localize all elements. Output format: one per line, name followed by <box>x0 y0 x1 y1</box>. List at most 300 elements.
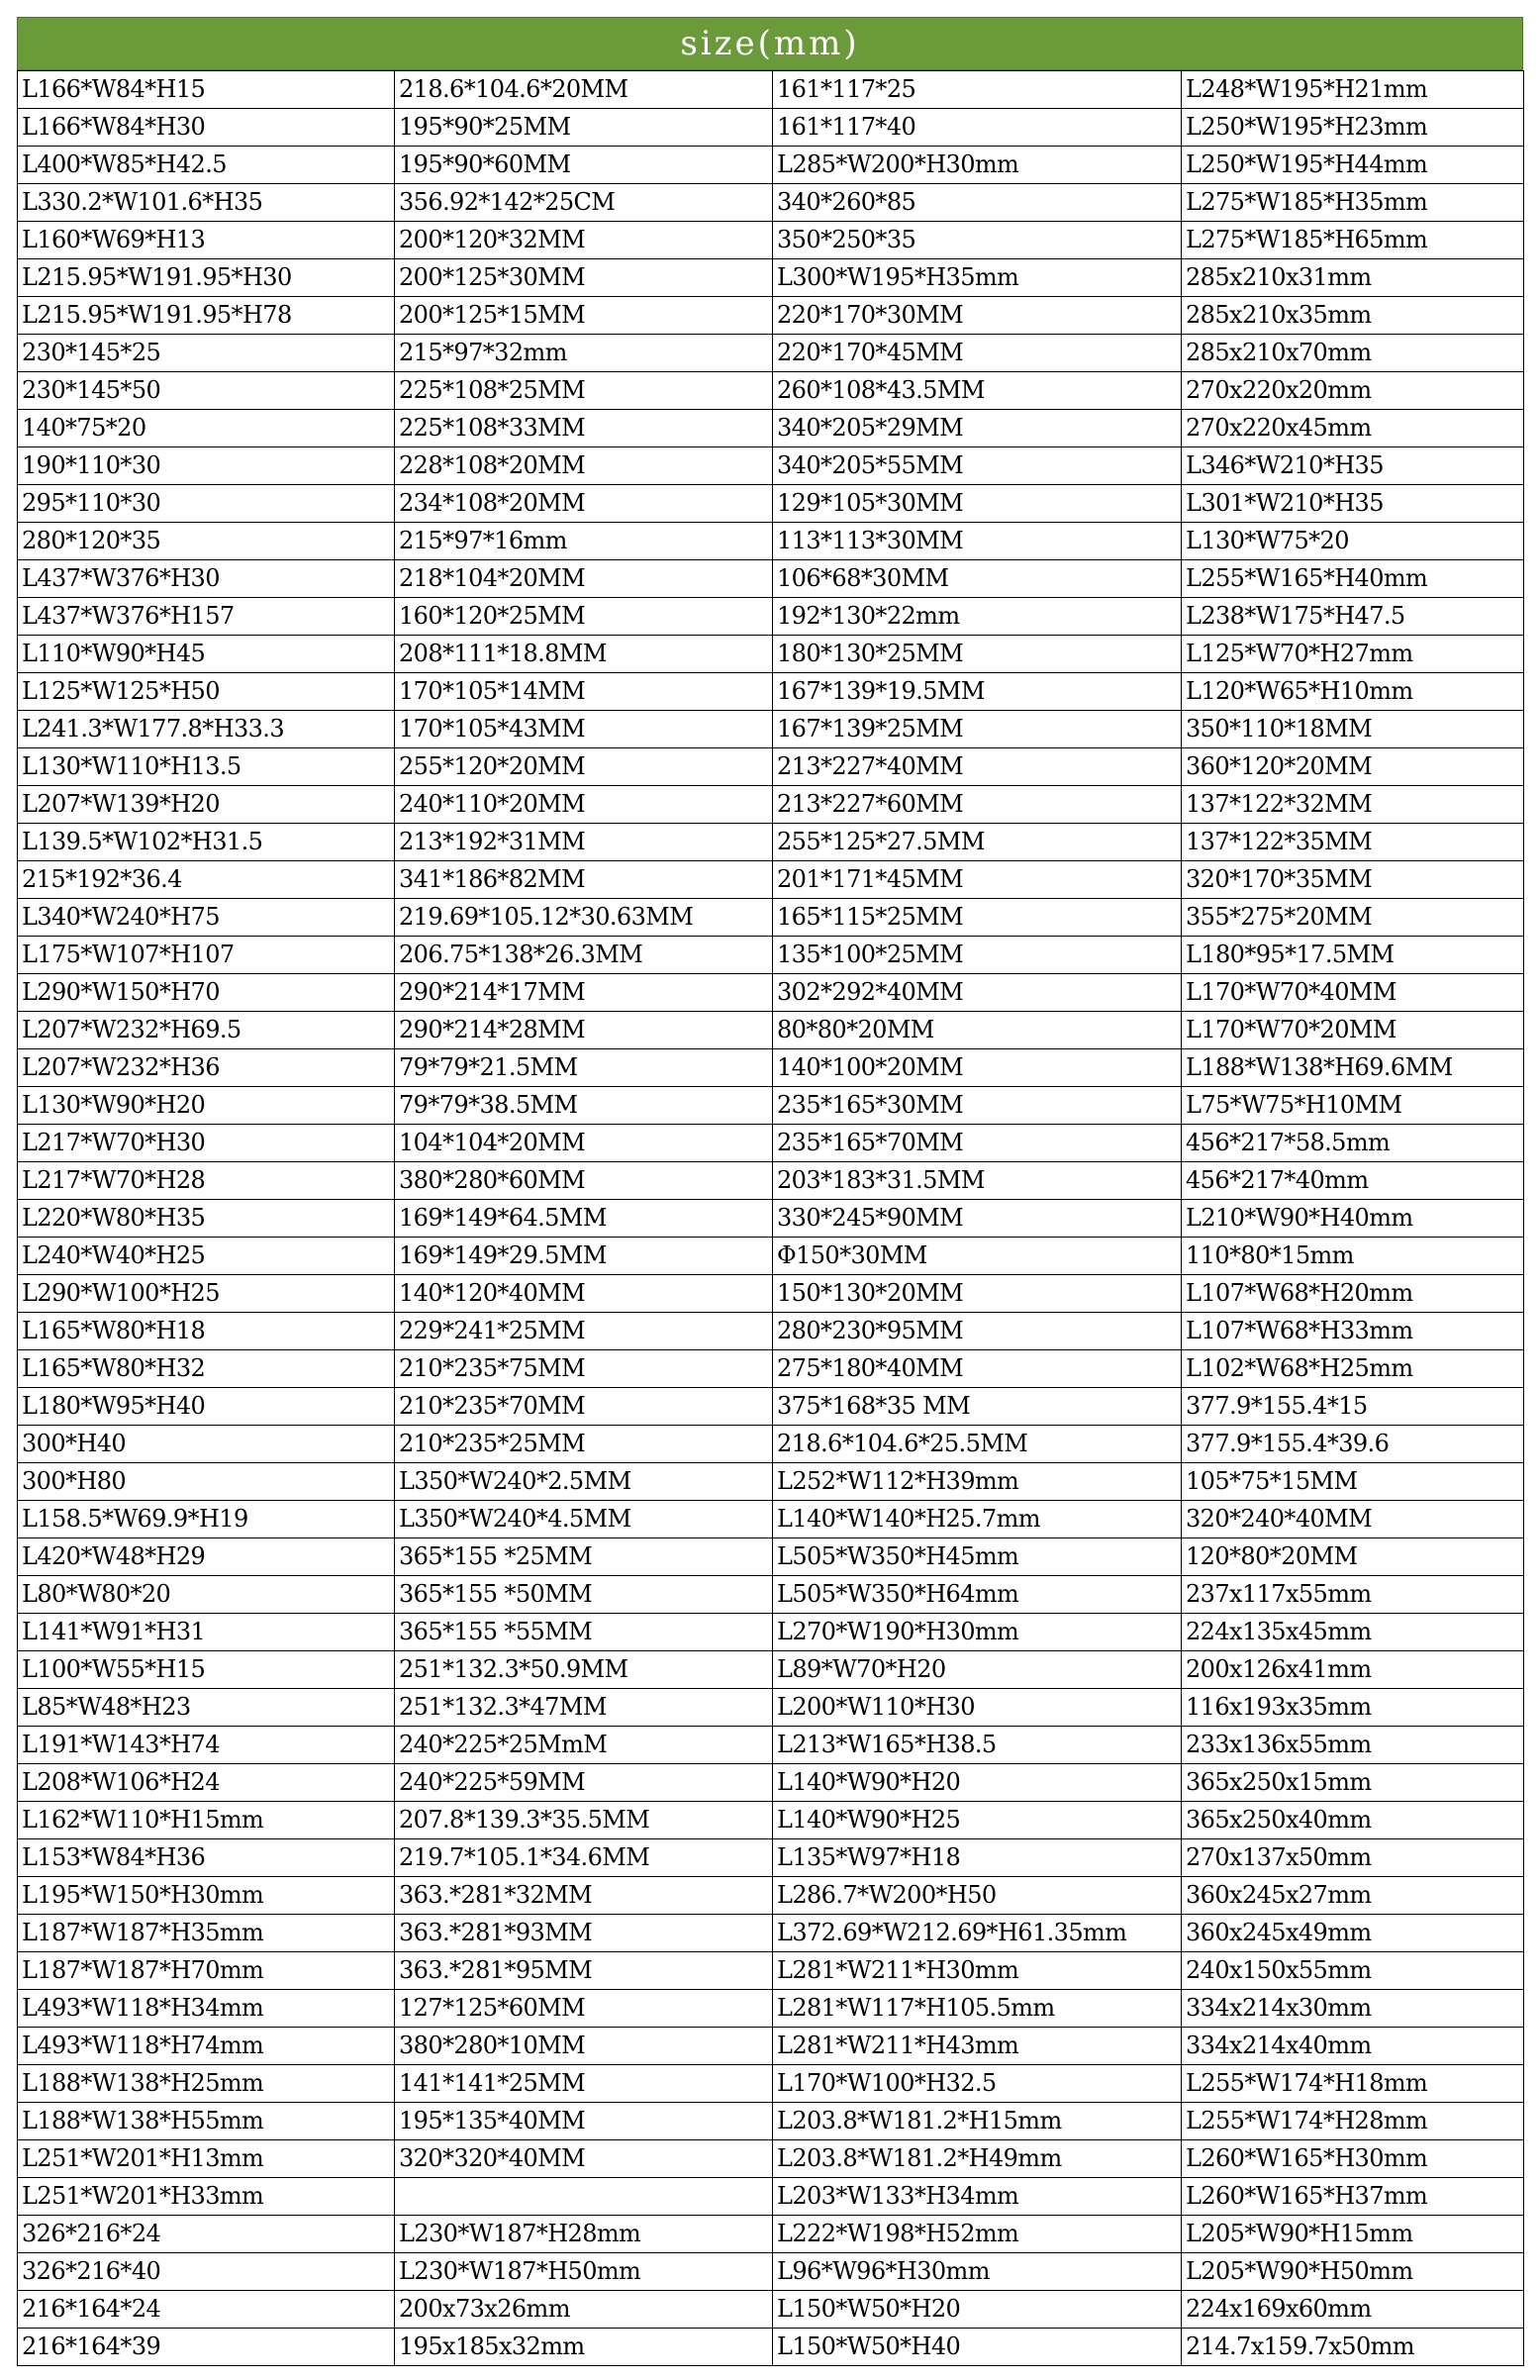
size-cell-col4: L170*W70*20MM <box>1182 1012 1524 1049</box>
table-row <box>18 1915 1524 1952</box>
size-cell-col3: L203.8*W181.2*H49mm <box>773 2140 1182 2178</box>
size-cell-col2: 380*280*10MM <box>395 2028 773 2065</box>
size-cell-col2: 240*225*59MM <box>395 1764 773 1802</box>
size-cell-col1: 295*110*30 <box>18 485 395 523</box>
size-cell-col4: 270x220x45mm <box>1182 410 1524 447</box>
size-cell-col1: 300*H40 <box>18 1426 395 1463</box>
table-row <box>18 1087 1524 1125</box>
size-cell-col1: L139.5*W102*H31.5 <box>18 824 395 861</box>
size-cell-col4: 456*217*58.5mm <box>1182 1125 1524 1162</box>
table-row <box>18 1162 1524 1200</box>
table-row <box>18 2140 1524 2178</box>
size-cell-col1: L240*W40*H25 <box>18 1238 395 1275</box>
size-cell-col1: 215*192*36.4 <box>18 861 395 899</box>
size-cell-col2: 210*235*75MM <box>395 1350 773 1388</box>
table-row <box>18 410 1524 447</box>
size-cell-col2: 195*90*25MM <box>395 109 773 147</box>
table-row <box>18 1764 1524 1802</box>
size-cell-col4: 365x250x15mm <box>1182 1764 1524 1802</box>
table-row <box>18 1049 1524 1087</box>
size-cell-col1: L188*W138*H25mm <box>18 2065 395 2103</box>
table-row <box>18 447 1524 485</box>
size-cell-col4: 360x245x27mm <box>1182 1877 1524 1915</box>
size-cell-col1: L251*W201*H33mm <box>18 2178 395 2216</box>
table-row <box>18 109 1524 147</box>
table-row <box>18 899 1524 937</box>
size-cell-col1: L166*W84*H30 <box>18 109 395 147</box>
size-cell-col2: 290*214*28MM <box>395 1012 773 1049</box>
size-cell-col4: L125*W70*H27mm <box>1182 636 1524 673</box>
size-cell-col3: 340*205*29MM <box>773 410 1182 447</box>
size-cell-col4: 377.9*155.4*39.6 <box>1182 1426 1524 1463</box>
size-cell-col2: 363.*281*32MM <box>395 1877 773 1915</box>
table-row <box>18 1990 1524 2028</box>
size-cell-col1: L85*W48*H23 <box>18 1689 395 1727</box>
size-cell-col2: 200x73x26mm <box>395 2291 773 2329</box>
size-cell-col1: L215.95*W191.95*H30 <box>18 259 395 297</box>
table-row <box>18 71 1524 109</box>
table-row <box>18 2329 1524 2366</box>
size-cell-col4: L120*W65*H10mm <box>1182 673 1524 711</box>
table-row <box>18 2216 1524 2253</box>
size-cell-col1: L80*W80*20 <box>18 1576 395 1614</box>
size-cell-col4: 365x250x40mm <box>1182 1802 1524 1839</box>
table-row <box>18 1727 1524 1764</box>
size-cell-col1: L130*W110*H13.5 <box>18 748 395 786</box>
table-row <box>18 1538 1524 1576</box>
table-row <box>18 598 1524 636</box>
size-cell-col2: 200*120*32MM <box>395 222 773 259</box>
size-cell-col4: L130*W75*20 <box>1182 523 1524 560</box>
size-cell-col3: L285*W200*H30mm <box>773 147 1182 184</box>
size-cell-col3: L222*W198*H52mm <box>773 2216 1182 2253</box>
table-row <box>18 1350 1524 1388</box>
size-cell-col2: 206.75*138*26.3MM <box>395 937 773 974</box>
size-cell-col4: L275*W185*H35mm <box>1182 184 1524 222</box>
size-cell-col3: L281*W211*H30mm <box>773 1952 1182 1990</box>
table-row <box>18 1463 1524 1501</box>
size-cell-col3: L89*W70*H20 <box>773 1651 1182 1689</box>
size-cell-col2: 225*108*25MM <box>395 372 773 410</box>
table-row <box>18 673 1524 711</box>
size-cell-col3: 220*170*30MM <box>773 297 1182 335</box>
size-cell-col4: L238*W175*H47.5 <box>1182 598 1524 636</box>
size-cell-col2: L350*W240*2.5MM <box>395 1463 773 1501</box>
size-cell-col4: 360x245x49mm <box>1182 1915 1524 1952</box>
table-row <box>18 372 1524 410</box>
table-row <box>18 824 1524 861</box>
size-cell-col1: L207*W232*H36 <box>18 1049 395 1087</box>
size-cell-col2: 195*135*40MM <box>395 2103 773 2140</box>
table-row <box>18 560 1524 598</box>
size-cell-col2: 127*125*60MM <box>395 1990 773 2028</box>
size-cell-col2 <box>395 2178 773 2216</box>
size-cell-col4: 116x193x35mm <box>1182 1689 1524 1727</box>
size-cell-col2: L350*W240*4.5MM <box>395 1501 773 1538</box>
size-cell-col2: 365*155 *50MM <box>395 1576 773 1614</box>
size-cell-col2: 207.8*139.3*35.5MM <box>395 1802 773 1839</box>
size-cell-col4: L255*W174*H18mm <box>1182 2065 1524 2103</box>
size-cell-col3: 350*250*35 <box>773 222 1182 259</box>
size-cell-col2: 380*280*60MM <box>395 1162 773 1200</box>
size-cell-col4: 237x117x55mm <box>1182 1576 1524 1614</box>
size-cell-col4: L205*W90*H50mm <box>1182 2253 1524 2291</box>
size-cell-col4: 334x214x40mm <box>1182 2028 1524 2065</box>
size-cell-col4: 214.7x159.7x50mm <box>1182 2329 1524 2366</box>
size-cell-col4: 320*170*35MM <box>1182 861 1524 899</box>
size-cell-col2: L230*W187*H50mm <box>395 2253 773 2291</box>
size-cell-col1: L130*W90*H20 <box>18 1087 395 1125</box>
size-cell-col3: 203*183*31.5MM <box>773 1162 1182 1200</box>
table-row <box>18 2253 1524 2291</box>
size-cell-col3: 150*130*20MM <box>773 1275 1182 1313</box>
size-cell-col3: 213*227*40MM <box>773 748 1182 786</box>
size-cell-col2: 169*149*29.5MM <box>395 1238 773 1275</box>
size-cell-col1: L180*W95*H40 <box>18 1388 395 1426</box>
size-cell-col3: L140*W140*H25.7mm <box>773 1501 1182 1538</box>
size-cell-col1: L251*W201*H13mm <box>18 2140 395 2178</box>
table-row <box>18 1200 1524 1238</box>
size-cell-col1: L290*W150*H70 <box>18 974 395 1012</box>
size-cell-col2: 170*105*14MM <box>395 673 773 711</box>
size-cell-col3: 192*130*22mm <box>773 598 1182 636</box>
size-cell-col1: L187*W187*H70mm <box>18 1952 395 1990</box>
table-row <box>18 1012 1524 1049</box>
table-row <box>18 259 1524 297</box>
size-cell-col2: 234*108*20MM <box>395 485 773 523</box>
size-cell-col3: 280*230*95MM <box>773 1313 1182 1350</box>
size-cell-col1: L166*W84*H15 <box>18 71 395 109</box>
size-cell-col2: 169*149*64.5MM <box>395 1200 773 1238</box>
size-cell-col2: 363.*281*93MM <box>395 1915 773 1952</box>
size-cell-col2: 229*241*25MM <box>395 1313 773 1350</box>
size-cell-col4: 285x210x35mm <box>1182 297 1524 335</box>
size-cell-col2: 213*192*31MM <box>395 824 773 861</box>
table-row <box>18 222 1524 259</box>
size-cell-col2: 219.69*105.12*30.63MM <box>395 899 773 937</box>
size-cell-col2: 195*90*60MM <box>395 147 773 184</box>
size-cell-col2: 290*214*17MM <box>395 974 773 1012</box>
size-cell-col1: L191*W143*H74 <box>18 1727 395 1764</box>
size-cell-col3: 165*115*25MM <box>773 899 1182 937</box>
size-cell-col3: 80*80*20MM <box>773 1012 1182 1049</box>
size-cell-col2: 251*132.3*47MM <box>395 1689 773 1727</box>
size-cell-col3: 275*180*40MM <box>773 1350 1182 1388</box>
size-cell-col3: Φ150*30MM <box>773 1238 1182 1275</box>
size-cell-col1: L217*W70*H28 <box>18 1162 395 1200</box>
size-cell-col1: L207*W139*H20 <box>18 786 395 824</box>
size-cell-col4: L260*W165*H37mm <box>1182 2178 1524 2216</box>
size-cell-col3: 106*68*30MM <box>773 560 1182 598</box>
size-cell-col2: 208*111*18.8MM <box>395 636 773 673</box>
size-cell-col2: 219.7*105.1*34.6MM <box>395 1839 773 1877</box>
size-cell-col4: L255*W165*H40mm <box>1182 560 1524 598</box>
table-row <box>18 786 1524 824</box>
table-row <box>18 184 1524 222</box>
size-cell-col3: 302*292*40MM <box>773 974 1182 1012</box>
size-cell-col4: 137*122*32MM <box>1182 786 1524 824</box>
size-cell-col4: 224x169x60mm <box>1182 2291 1524 2329</box>
table-row <box>18 2065 1524 2103</box>
size-cell-col3: 340*260*85 <box>773 184 1182 222</box>
table-row <box>18 147 1524 184</box>
size-cell-col1: 326*216*24 <box>18 2216 395 2253</box>
table-row <box>18 2291 1524 2329</box>
size-cell-col4: L346*W210*H35 <box>1182 447 1524 485</box>
size-cell-col4: 377.9*155.4*15 <box>1182 1388 1524 1426</box>
size-cell-col4: L107*W68*H20mm <box>1182 1275 1524 1313</box>
size-cell-col3: L170*W100*H32.5 <box>773 2065 1182 2103</box>
table-row <box>18 1877 1524 1915</box>
size-cell-col3: L252*W112*H39mm <box>773 1463 1182 1501</box>
size-cell-col3: L203*W133*H34mm <box>773 2178 1182 2216</box>
size-cell-col2: 255*120*20MM <box>395 748 773 786</box>
size-cell-col2: 79*79*38.5MM <box>395 1087 773 1125</box>
table-row <box>18 485 1524 523</box>
size-cell-col3: 220*170*45MM <box>773 335 1182 372</box>
table-row <box>18 1614 1524 1651</box>
table-row <box>18 2178 1524 2216</box>
size-cell-col2: 225*108*33MM <box>395 410 773 447</box>
size-cell-col2: 195x185x32mm <box>395 2329 773 2366</box>
size-cell-col4: 285x210x70mm <box>1182 335 1524 372</box>
size-cell-col3: 113*113*30MM <box>773 523 1182 560</box>
table-row <box>18 1651 1524 1689</box>
size-cell-col1: L195*W150*H30mm <box>18 1877 395 1915</box>
table-row <box>18 937 1524 974</box>
table-row <box>18 1313 1524 1350</box>
table-row <box>18 1576 1524 1614</box>
size-cell-col4: L188*W138*H69.6MM <box>1182 1049 1524 1087</box>
size-cell-col4: 110*80*15mm <box>1182 1238 1524 1275</box>
size-cell-col4: 120*80*20MM <box>1182 1538 1524 1576</box>
size-cell-col3: 235*165*30MM <box>773 1087 1182 1125</box>
size-cell-col3: L372.69*W212.69*H61.35mm <box>773 1915 1182 1952</box>
size-cell-col3: L300*W195*H35mm <box>773 259 1182 297</box>
size-cell-col1: L187*W187*H35mm <box>18 1915 395 1952</box>
size-cell-col3: 375*168*35 MM <box>773 1388 1182 1426</box>
size-cell-col4: 137*122*35MM <box>1182 824 1524 861</box>
size-cell-col4: L260*W165*H30mm <box>1182 2140 1524 2178</box>
table-row <box>18 974 1524 1012</box>
table-row <box>18 297 1524 335</box>
size-cell-col3: 161*117*25 <box>773 71 1182 109</box>
size-cell-col4: L248*W195*H21mm <box>1182 71 1524 109</box>
size-cell-col3: 235*165*70MM <box>773 1125 1182 1162</box>
size-cell-col4: 105*75*15MM <box>1182 1463 1524 1501</box>
table-row <box>18 1802 1524 1839</box>
size-cell-col1: L160*W69*H13 <box>18 222 395 259</box>
table-header: size(mm) <box>17 17 1523 70</box>
size-cell-col4: L107*W68*H33mm <box>1182 1313 1524 1350</box>
size-cell-col1: 216*164*39 <box>18 2329 395 2366</box>
size-cell-col1: L330.2*W101.6*H35 <box>18 184 395 222</box>
size-cell-col1: L290*W100*H25 <box>18 1275 395 1313</box>
size-cell-col2: 228*108*20MM <box>395 447 773 485</box>
size-cell-col4: L250*W195*H23mm <box>1182 109 1524 147</box>
size-cell-col2: 210*235*25MM <box>395 1426 773 1463</box>
size-cell-col1: 190*110*30 <box>18 447 395 485</box>
table-row <box>18 1125 1524 1162</box>
size-cell-col1: 230*145*50 <box>18 372 395 410</box>
size-cell-col1: L437*W376*H30 <box>18 560 395 598</box>
size-cell-col3: L505*W350*H45mm <box>773 1538 1182 1576</box>
size-cell-col3: 330*245*90MM <box>773 1200 1182 1238</box>
size-cell-col1: L217*W70*H30 <box>18 1125 395 1162</box>
size-cell-col3: 135*100*25MM <box>773 937 1182 974</box>
size-table <box>17 70 1524 2366</box>
size-cell-col3: L140*W90*H20 <box>773 1764 1182 1802</box>
size-cell-col2: 363.*281*95MM <box>395 1952 773 1990</box>
size-cell-col3: L135*W97*H18 <box>773 1839 1182 1877</box>
table-row <box>18 1388 1524 1426</box>
size-cell-col3: L505*W350*H64mm <box>773 1576 1182 1614</box>
size-cell-col1: L100*W55*H15 <box>18 1651 395 1689</box>
table-row <box>18 2103 1524 2140</box>
size-cell-col2: 140*120*40MM <box>395 1275 773 1313</box>
size-cell-col2: 365*155 *25MM <box>395 1538 773 1576</box>
size-cell-col2: 79*79*21.5MM <box>395 1049 773 1087</box>
size-cell-col3: L203.8*W181.2*H15mm <box>773 2103 1182 2140</box>
size-cell-col1: 280*120*35 <box>18 523 395 560</box>
size-cell-col1: L208*W106*H24 <box>18 1764 395 1802</box>
size-cell-col1: L153*W84*H36 <box>18 1839 395 1877</box>
size-cell-col2: 200*125*15MM <box>395 297 773 335</box>
size-cell-col3: L286.7*W200*H50 <box>773 1877 1182 1915</box>
size-cell-col4: L102*W68*H25mm <box>1182 1350 1524 1388</box>
size-cell-col1: L340*W240*H75 <box>18 899 395 937</box>
size-cell-col3: 180*130*25MM <box>773 636 1182 673</box>
size-cell-col2: 251*132.3*50.9MM <box>395 1651 773 1689</box>
size-cell-col1: L420*W48*H29 <box>18 1538 395 1576</box>
size-cell-col2: 170*105*43MM <box>395 711 773 748</box>
size-cell-col4: 233x136x55mm <box>1182 1727 1524 1764</box>
size-cell-col1: L141*W91*H31 <box>18 1614 395 1651</box>
size-cell-col4: 270x220x20mm <box>1182 372 1524 410</box>
size-cell-col1: L165*W80*H18 <box>18 1313 395 1350</box>
size-cell-col2: 240*110*20MM <box>395 786 773 824</box>
size-cell-col3: 129*105*30MM <box>773 485 1182 523</box>
size-cell-col4: 456*217*40mm <box>1182 1162 1524 1200</box>
size-cell-col4: 350*110*18MM <box>1182 711 1524 748</box>
size-cell-col2: 365*155 *55MM <box>395 1614 773 1651</box>
size-cell-col3: 213*227*60MM <box>773 786 1182 824</box>
size-cell-col2: 141*141*25MM <box>395 2065 773 2103</box>
size-cell-col2: 240*225*25MmM <box>395 1727 773 1764</box>
size-cell-col2: 218*104*20MM <box>395 560 773 598</box>
size-cell-col1: L400*W85*H42.5 <box>18 147 395 184</box>
size-cell-col3: L270*W190*H30mm <box>773 1614 1182 1651</box>
size-cell-col1: L493*W118*H34mm <box>18 1990 395 2028</box>
size-cell-col4: L210*W90*H40mm <box>1182 1200 1524 1238</box>
size-cell-col2: 210*235*70MM <box>395 1388 773 1426</box>
size-table-container <box>17 17 1523 2366</box>
size-cell-col4: L205*W90*H15mm <box>1182 2216 1524 2253</box>
size-cell-col3: L96*W96*H30mm <box>773 2253 1182 2291</box>
table-row <box>18 636 1524 673</box>
size-cell-col3: 167*139*25MM <box>773 711 1182 748</box>
table-row <box>18 1689 1524 1727</box>
size-cell-col4: L75*W75*H10MM <box>1182 1087 1524 1125</box>
size-cell-col2: L230*W187*H28mm <box>395 2216 773 2253</box>
size-cell-col2: 160*120*25MM <box>395 598 773 636</box>
size-cell-col3: 255*125*27.5MM <box>773 824 1182 861</box>
size-cell-col4: L180*95*17.5MM <box>1182 937 1524 974</box>
table-row <box>18 1275 1524 1313</box>
size-cell-col3: L281*W117*H105.5mm <box>773 1990 1182 2028</box>
size-cell-col3: 140*100*20MM <box>773 1049 1182 1087</box>
size-cell-col4: L275*W185*H65mm <box>1182 222 1524 259</box>
size-cell-col3: L200*W110*H30 <box>773 1689 1182 1727</box>
size-cell-col1: L220*W80*H35 <box>18 1200 395 1238</box>
size-cell-col2: 104*104*20MM <box>395 1125 773 1162</box>
size-cell-col1: L188*W138*H55mm <box>18 2103 395 2140</box>
size-cell-col3: 260*108*43.5MM <box>773 372 1182 410</box>
size-cell-col4: 224x135x45mm <box>1182 1614 1524 1651</box>
table-row <box>18 711 1524 748</box>
table-row <box>18 335 1524 372</box>
table-row <box>18 861 1524 899</box>
size-cell-col1: L493*W118*H74mm <box>18 2028 395 2065</box>
size-cell-col4: 360*120*20MM <box>1182 748 1524 786</box>
table-row <box>18 1952 1524 1990</box>
size-cell-col1: L241.3*W177.8*H33.3 <box>18 711 395 748</box>
size-cell-col4: 240x150x55mm <box>1182 1952 1524 1990</box>
size-cell-col3: L150*W50*H40 <box>773 2329 1182 2366</box>
size-cell-col4: 355*275*20MM <box>1182 899 1524 937</box>
size-cell-col3: 161*117*40 <box>773 109 1182 147</box>
size-cell-col1: L437*W376*H157 <box>18 598 395 636</box>
size-cell-col2: 341*186*82MM <box>395 861 773 899</box>
size-cell-col1: L110*W90*H45 <box>18 636 395 673</box>
size-cell-col2: 215*97*32mm <box>395 335 773 372</box>
size-cell-col4: 200x126x41mm <box>1182 1651 1524 1689</box>
size-cell-col1: 140*75*20 <box>18 410 395 447</box>
size-cell-col1: 326*216*40 <box>18 2253 395 2291</box>
table-row <box>18 1238 1524 1275</box>
table-row <box>18 1501 1524 1538</box>
size-cell-col1: 300*H80 <box>18 1463 395 1501</box>
size-cell-col2: 218.6*104.6*20MM <box>395 71 773 109</box>
size-cell-col1: 216*164*24 <box>18 2291 395 2329</box>
size-cell-col4: L255*W174*H28mm <box>1182 2103 1524 2140</box>
size-cell-col1: 230*145*25 <box>18 335 395 372</box>
table-row <box>18 2028 1524 2065</box>
size-cell-col3: 167*139*19.5MM <box>773 673 1182 711</box>
size-cell-col2: 356.92*142*25CM <box>395 184 773 222</box>
size-cell-col1: L207*W232*H69.5 <box>18 1012 395 1049</box>
size-cell-col4: L250*W195*H44mm <box>1182 147 1524 184</box>
table-row <box>18 1426 1524 1463</box>
size-cell-col1: L125*W125*H50 <box>18 673 395 711</box>
size-cell-col3: L150*W50*H20 <box>773 2291 1182 2329</box>
size-cell-col3: L140*W90*H25 <box>773 1802 1182 1839</box>
size-cell-col4: 270x137x50mm <box>1182 1839 1524 1877</box>
size-cell-col1: L158.5*W69.9*H19 <box>18 1501 395 1538</box>
size-cell-col1: L162*W110*H15mm <box>18 1802 395 1839</box>
size-cell-col1: L175*W107*H107 <box>18 937 395 974</box>
size-cell-col3: 340*205*55MM <box>773 447 1182 485</box>
size-cell-col4: L170*W70*40MM <box>1182 974 1524 1012</box>
size-cell-col4: 334x214x30mm <box>1182 1990 1524 2028</box>
table-row <box>18 748 1524 786</box>
size-cell-col1: L215.95*W191.95*H78 <box>18 297 395 335</box>
size-table-body <box>18 71 1524 2366</box>
size-cell-col4: 285x210x31mm <box>1182 259 1524 297</box>
size-cell-col4: L301*W210*H35 <box>1182 485 1524 523</box>
size-cell-col3: 218.6*104.6*25.5MM <box>773 1426 1182 1463</box>
table-row <box>18 1839 1524 1877</box>
